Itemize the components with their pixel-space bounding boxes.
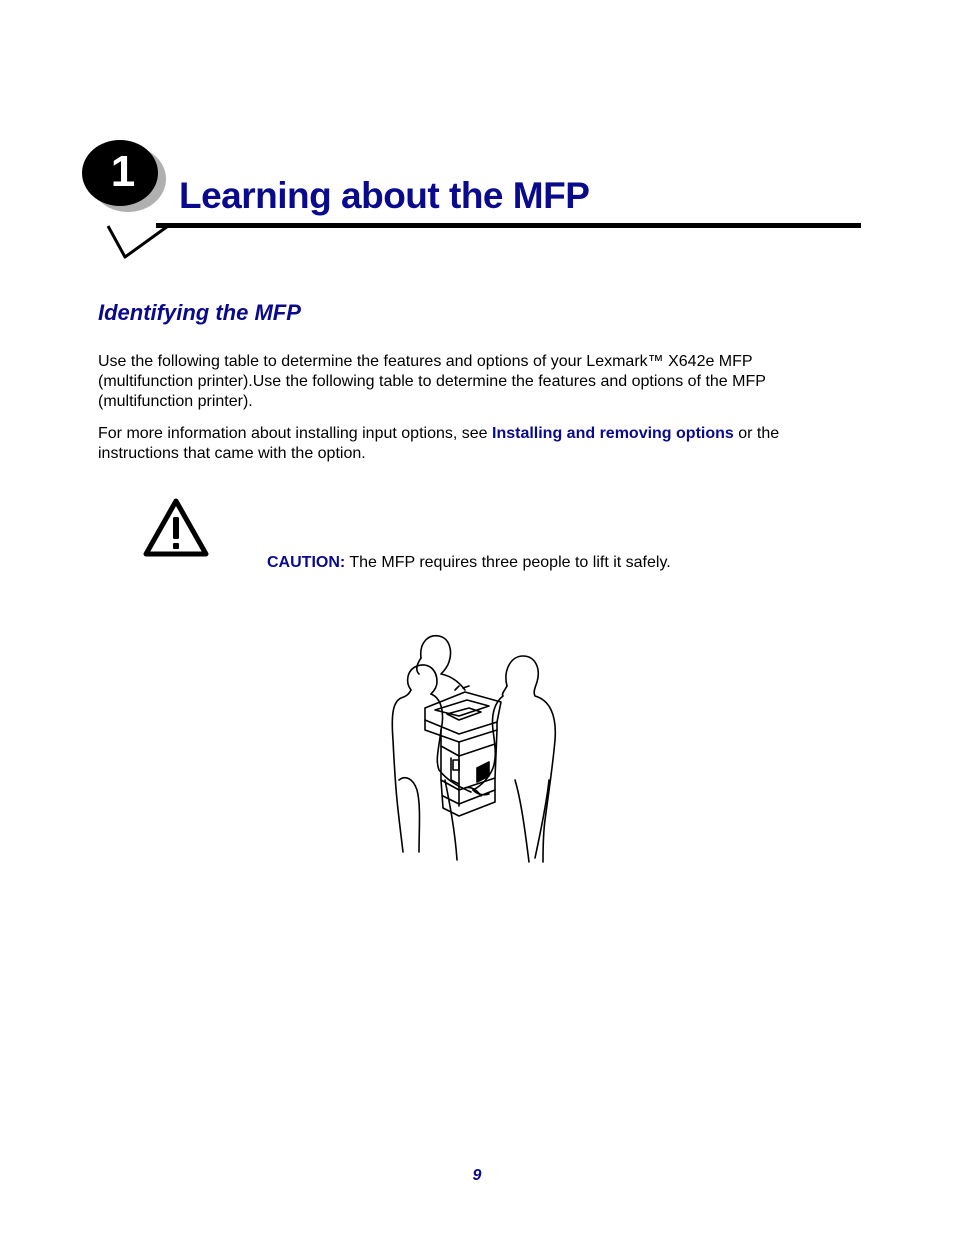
caution-message: The MFP requires three people to lift it safely.	[345, 554, 671, 571]
chapter-number: 1	[110, 147, 136, 196]
chapter-title-rule	[156, 223, 861, 228]
warning-triangle-icon	[142, 497, 210, 559]
page-number: 9	[472, 1167, 482, 1184]
caution-note	[267, 553, 671, 573]
chapter-title: Learning about the MFP	[179, 175, 590, 216]
options-paragraph-lead: For more information about installing input options, see	[98, 425, 492, 442]
three-people-lifting-mfp-illustration	[385, 630, 570, 865]
chapter-header	[70, 140, 870, 270]
options-paragraph-tail: or the instructions that came with the option.	[98, 425, 780, 462]
installing-options-link[interactable]: Installing and removing options	[492, 425, 734, 442]
options-paragraph	[98, 424, 838, 464]
caution-label: CAUTION:	[267, 554, 346, 571]
intro-paragraph: Use the following table to determine the features and options of your Lexmark™ X642e MFP (multifunction printer).Use the following table to determine the features and options of the MFP (multifunction printer).	[98, 353, 766, 410]
section-heading: Identifying the MFP	[98, 300, 301, 325]
